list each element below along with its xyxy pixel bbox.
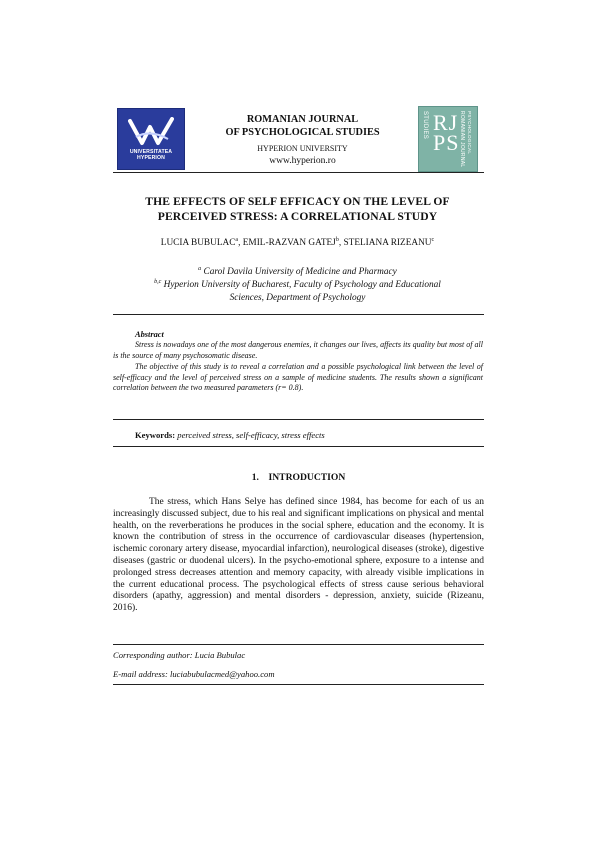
affiliation-text-line2: Sciences, Department of Psychology [229,292,366,303]
author-affiliation-mark: a [235,237,239,243]
author-name: STELIANA RIZEANU [343,238,432,249]
affiliation-text: Carol Davila University of Medicine and Pharmacy [203,267,397,278]
keywords-text: perceived stress, self-efficacy, stress effects [177,430,325,440]
author-affiliation-mark: b [335,237,339,243]
header-divider [113,172,484,173]
keywords-label: Keywords: [135,430,176,440]
footer-rule-bottom [113,684,484,685]
journal-website: www.hyperion.ro [269,156,336,166]
abstract-paragraph-1: Stress is nowadays one of the most dangerous enemies, it changes our lives, affects its quality but most of all is the source of many psychosomatic disease. [113,340,483,360]
rjps-logo-right-text: ROMANIAN JOURNAL [459,111,465,168]
abstract-top-rule [113,314,484,315]
author-name: LUCIA BUBULAC [160,238,236,249]
email-address: E-mail address: luciabubulacmed@yahoo.com [113,669,275,679]
affiliation-bc [115,276,480,304]
rjps-logo-mark-bottom: PS [433,130,460,155]
university-logo [117,108,185,170]
section-title: INTRODUCTION [268,472,346,483]
rjps-logo-mark [433,110,460,155]
keywords [135,430,325,440]
affiliation-text-line1: Hyperion University of Bucharest, Faculty of Psychology and Educational [163,280,441,291]
rjps-logo-right-text2: PSYCHOLOGICAL [467,111,472,155]
hyperion-logo-icon [128,117,174,147]
author-affiliation-mark: c [431,237,435,243]
journal-name-line2: OF PSYCHOLOGICAL STUDIES [225,127,380,138]
logo-caption-line2: HYPERION [137,155,165,162]
paper-title [110,195,485,224]
affiliation-mark: a [198,266,202,272]
keywords-rule [113,446,484,447]
paper-title-line1: THE EFFECTS OF SELF EFFICACY ON THE LEVEL OF [145,195,450,208]
abstract-paragraph-2: The objective of this study is to reveal a correlation and a possible psychological link between the level of self-efficacy and the level of perceived stress on a sample of medicine students. The results shown a significant correlation between the two measured parameters (r= 0.8). [113,362,483,393]
section-number: 1. [251,472,259,483]
journal-name-line1: ROMANIAN JOURNAL [246,114,359,125]
footer-rule-top [113,644,484,645]
introduction-paragraph: The stress, which Hans Selye has defined since 1984, has become for each of us an increasingly discussed subject, due to his real and significant implications on physical and mental health, on the reverberations he produces in the social sphere, education and the economy. It is known the contribution of stress in the occurrence of cardiovascular diseases (hypertension, ischemic coronary artery disease, myocardial infarction), neurological diseases (stroke), digestive diseases (gastric or duodenal ulcers). In the psycho-emotional sphere, exposure to a intense and prolonged stress decreases attention and memory capacity, with already visible implications in the current educational process. The psychological effects of stress cause serious behavioral disorders (apathy, aggression) and mental disorders - depression, anxiety, suicide (Rizeanu, 2016). [113,497,484,614]
logo-caption-line1: UNIVERSITATEA [129,149,173,155]
author-list: LUCIA BUBULAC$^a$, EMIL-RAZVAN GATEJ$^b$, STELIANA RIZEANU$^c$ [160,237,435,249]
rjps-logo-left-text: STUDIES [422,111,428,140]
affiliation-mark: b,c [154,279,162,285]
journal-name [200,113,405,139]
rjps-logo-mark-top: RJ [433,110,459,135]
abstract-heading: Abstract [135,330,164,339]
paper-title-line2: PERCEIVED STRESS: A CORRELATIONAL STUDY [157,209,438,223]
university-name: HYPERION UNIVERSITY [257,144,348,153]
section-heading [113,472,484,483]
abstract-bottom-rule [113,419,484,420]
author-name: EMIL-RAZVAN GATEJ [242,238,336,249]
rjps-logo [418,106,478,172]
corresponding-author: Corresponding author: Lucia Bubulac [113,650,246,660]
